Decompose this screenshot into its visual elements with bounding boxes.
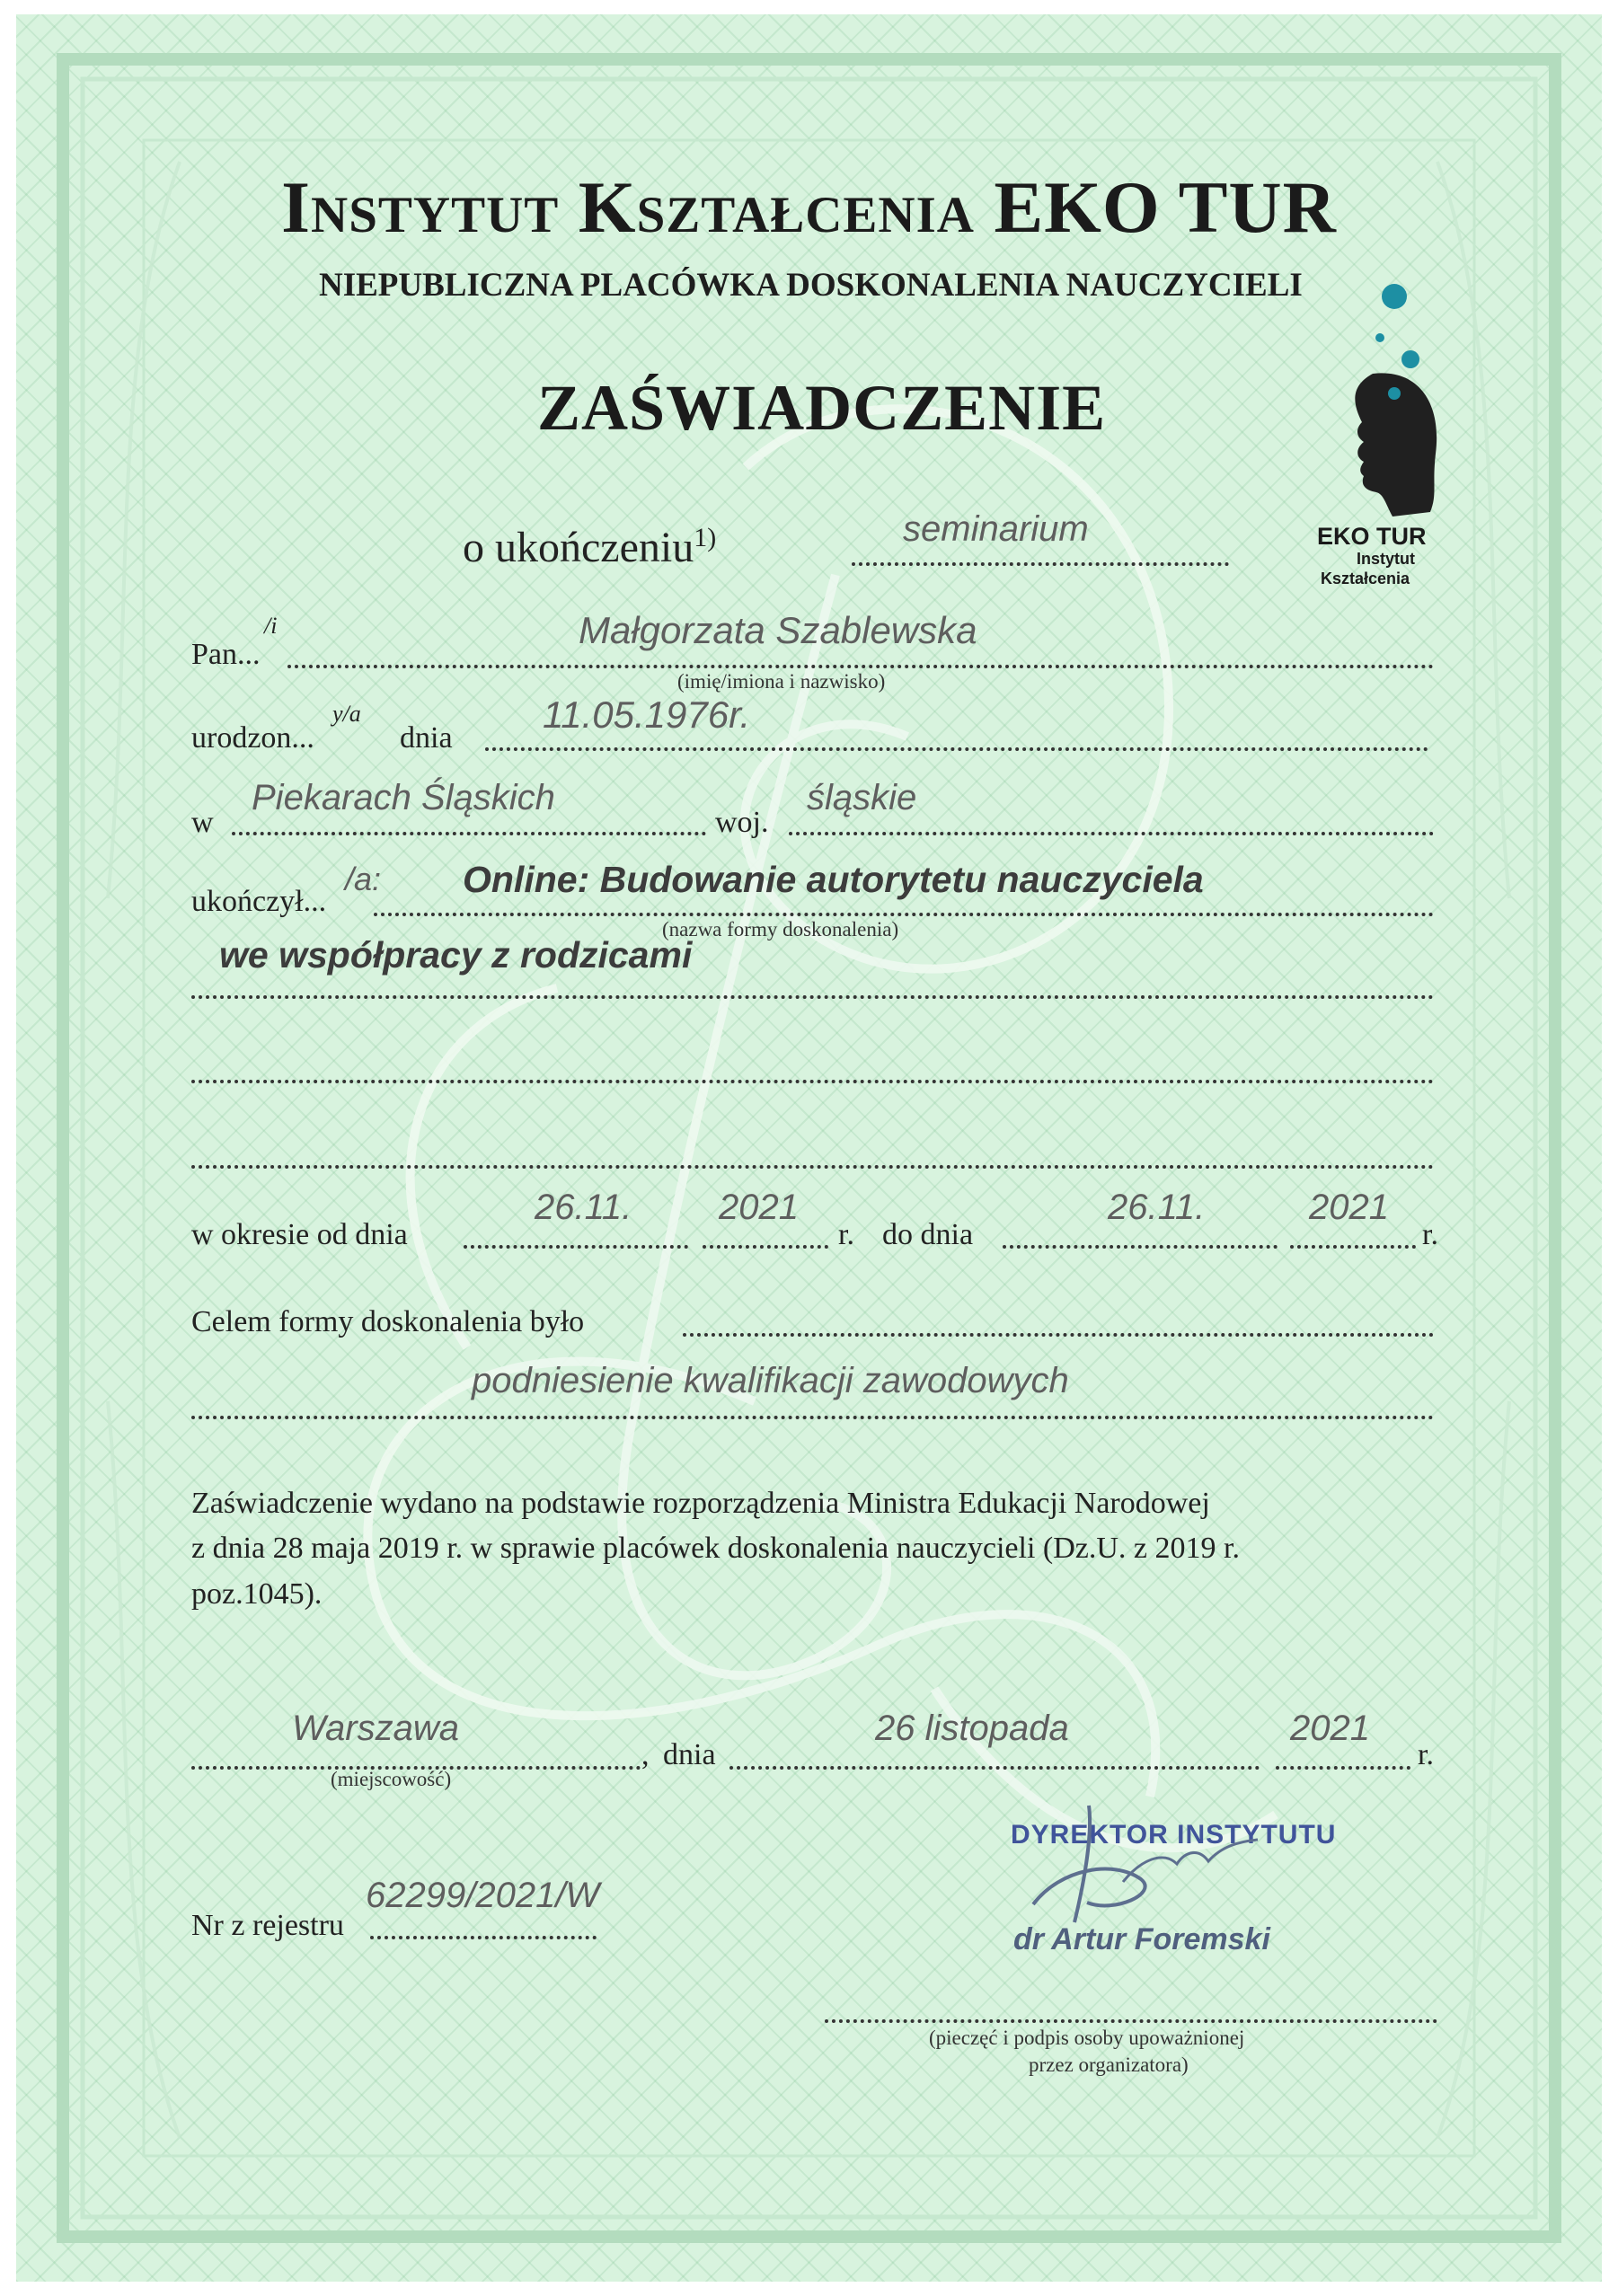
issue-date: 26 listopada: [875, 1709, 1069, 1748]
signature-caption-1: (pieczęć i podpis osoby upoważnionej: [929, 2027, 1245, 2049]
period-from-label: w okresie od dnia: [191, 1218, 408, 1251]
birth-date-line: [485, 747, 1428, 751]
period-r1: r.: [838, 1218, 854, 1251]
bubble-icon: [1382, 284, 1407, 309]
course-title-line1: Online: Budowanie autorytetu nauczyciela: [463, 859, 1204, 900]
course-title-line2: we współpracy z rodzicami: [219, 934, 693, 976]
period-from-year: 2021: [719, 1188, 799, 1227]
issue-date-line: [729, 1766, 1260, 1770]
logo-line2: Kształcenia: [1321, 570, 1410, 587]
course-caption: (nazwa formy doskonalenia): [662, 918, 899, 940]
period-from-year-line: [703, 1245, 828, 1249]
issue-year: 2021: [1290, 1709, 1370, 1748]
signature-line: [825, 2019, 1437, 2023]
bubble-icon: [1388, 387, 1401, 400]
pan-label: Pan...: [191, 638, 261, 671]
logo-graphic: [1294, 269, 1437, 647]
birth-date-value: 11.05.1976r.: [543, 693, 751, 736]
institute-subtitle: NIEPUBLICZNA PLACÓWKA DOSKONALENIA NAUCZYCIELI: [319, 267, 1303, 304]
period-to-day: 26.11.: [1108, 1188, 1206, 1227]
name-line: [287, 665, 1434, 668]
signature-caption-2: przez organizatora): [1029, 2053, 1189, 2076]
course-line-2: [191, 995, 1434, 999]
course-line-1: [374, 913, 1434, 916]
goal-line-1: [683, 1333, 1434, 1337]
completed-label: ukończył...: [191, 885, 327, 918]
birth-place-value: Piekarach Śląskich: [252, 778, 555, 817]
issue-day-label: dnia: [663, 1738, 716, 1771]
voivodeship-line: [789, 832, 1434, 835]
legal-line3: poz.1045).: [191, 1577, 323, 1611]
issue-comma: ,: [641, 1738, 650, 1771]
stamp-title: DYREKTOR INSTYTUTU: [1011, 1820, 1337, 1850]
issue-r: r.: [1418, 1738, 1434, 1771]
period-r2: r.: [1422, 1218, 1438, 1251]
registry-label: Nr z rejestru: [191, 1909, 344, 1942]
birth-place-line: [232, 832, 706, 835]
handwritten-signature: [1006, 1797, 1276, 1940]
issue-year-line: [1276, 1766, 1410, 1770]
completed-suffix: /a:: [345, 861, 382, 897]
completion-text: o ukończeniu: [463, 524, 694, 571]
goal-label: Celem formy doskonalenia było: [191, 1305, 585, 1338]
period-from-day: 26.11.: [535, 1188, 632, 1227]
issue-place: Warszawa: [292, 1709, 459, 1748]
name-caption: (imię/imiona i nazwisko): [677, 670, 886, 693]
registry-number: 62299/2021/W: [366, 1876, 600, 1915]
institute-name: Instytut Kształcenia EKO TUR: [281, 166, 1337, 248]
registry-line: [370, 1936, 597, 1939]
birth-day-label: dnia: [400, 721, 453, 755]
period-to-year-line: [1290, 1245, 1416, 1249]
period-to-day-line: [1003, 1245, 1278, 1249]
period-from-day-line: [464, 1245, 688, 1249]
voivodeship-label: woj.: [715, 806, 769, 839]
completion-line: [852, 562, 1229, 566]
logo-line1: Instytut: [1357, 550, 1415, 568]
voivodeship-value: śląskie: [807, 778, 917, 817]
completion-label: [463, 523, 716, 572]
pan-suffix: /i: [264, 613, 278, 639]
legal-line2: z dnia 28 maja 2019 r. w sprawie placówek doskonalenia nauczycieli (Dz.U. z 2019 r.: [191, 1532, 1240, 1565]
in-label: w: [191, 806, 214, 839]
goal-line-2: [191, 1416, 1434, 1419]
period-to-year: 2021: [1309, 1188, 1389, 1227]
bubble-icon: [1375, 333, 1384, 342]
issue-place-caption: (miejscowość): [331, 1768, 452, 1790]
course-line-4: [191, 1165, 1434, 1169]
goal-value: podniesienie kwalifikacji zawodowych: [472, 1361, 1069, 1400]
born-suffix: y/a: [332, 701, 361, 727]
course-line-3: [191, 1080, 1434, 1083]
logo-name: EKO TUR: [1317, 523, 1427, 550]
born-label: urodzon...: [191, 721, 314, 755]
bubble-icon: [1401, 350, 1419, 368]
period-to-label: do dnia: [882, 1218, 974, 1251]
name-value: Małgorzata Szablewska: [579, 609, 977, 651]
stamp-name: dr Artur Foremski: [1013, 1922, 1270, 1956]
document-title: ZAŚWIADCZENIE: [537, 372, 1107, 444]
completion-value: seminarium: [903, 509, 1089, 549]
legal-line1: Zaświadczenie wydano na podstawie rozporządzenia Ministra Edukacji Narodowej: [191, 1487, 1210, 1520]
footnote-mark: 1): [694, 523, 717, 552]
